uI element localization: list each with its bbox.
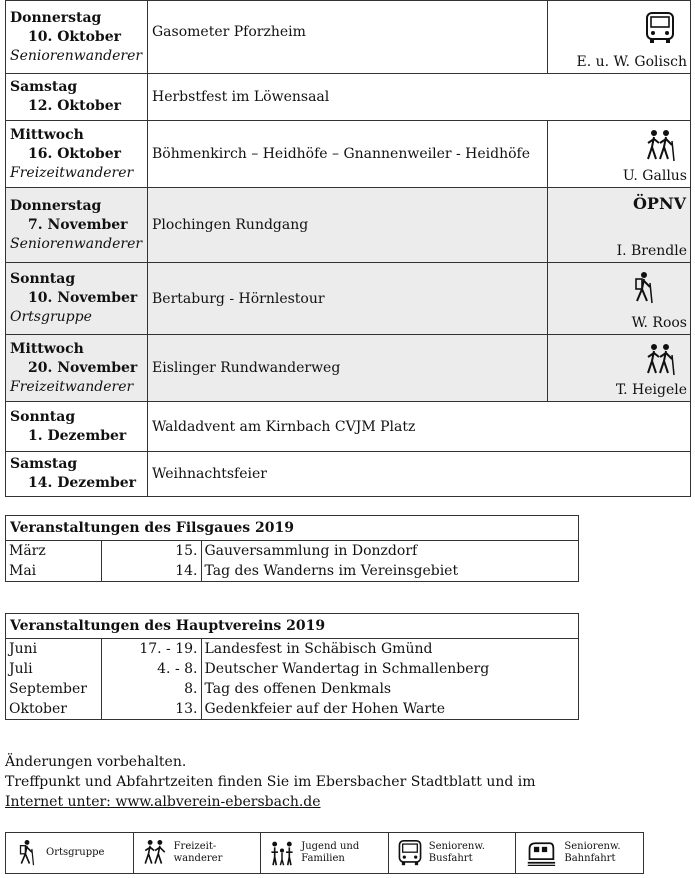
- day-cell: 8.: [101, 679, 201, 699]
- notes: [5, 752, 536, 812]
- filsgau-title: Veranstaltungen des Filsgaues 2019: [6, 516, 578, 541]
- month-cell: Mai: [6, 561, 101, 581]
- event-date: 1. Dezember: [28, 427, 127, 444]
- filsgau-events-box: [5, 515, 579, 582]
- event-row: [6, 335, 691, 402]
- month-cell: September: [6, 679, 101, 699]
- event-date: 10. November: [28, 290, 138, 306]
- legend-label-line: Freizeit-: [173, 841, 217, 852]
- event-day: Donnerstag: [10, 197, 102, 214]
- train-icon: [524, 838, 558, 868]
- event-title: Böhmenkirch – Heidhöfe – Gnannenweiler - Heidhöfe: [148, 121, 548, 188]
- event-date: 10. Oktober: [28, 28, 122, 45]
- event-row: [6, 1, 691, 74]
- hiker-icon: [14, 838, 40, 868]
- event-leader-cell: [548, 188, 691, 263]
- day-cell: 14.: [101, 561, 201, 581]
- hauptverein-title: Veranstaltungen des Hauptvereins 2019: [6, 614, 578, 639]
- event-title: Eislinger Rundwanderweg: [148, 335, 548, 402]
- month-cell: Oktober: [6, 699, 101, 719]
- event-date: 12. Oktober: [28, 98, 122, 114]
- event-group: Freizeitwanderer: [10, 378, 134, 395]
- bus-icon: [644, 11, 676, 45]
- website-link[interactable]: Internet unter: www.albverein-ebersbach.de: [5, 794, 321, 810]
- events-table: [5, 0, 691, 497]
- event-day: Sonntag: [10, 271, 76, 287]
- hauptverein-events-box: [5, 613, 579, 720]
- event-cell: Landesfest in Schäbisch Gmünd: [204, 641, 433, 657]
- hauptverein-table: [6, 639, 578, 719]
- bus-icon: [397, 838, 423, 868]
- event-row: [6, 188, 691, 263]
- table-row: [6, 541, 578, 561]
- event-date-cell: [6, 1, 148, 74]
- event-cell: Tag des Wanderns im Vereinsgebiet: [204, 563, 459, 579]
- table-row: [6, 561, 578, 581]
- day-cell: 4. - 8.: [101, 659, 201, 679]
- event-day: Donnerstag: [10, 9, 102, 26]
- month-cell: Juli: [6, 659, 101, 679]
- month-cell: März: [6, 541, 101, 561]
- event-date: 16. Oktober: [28, 145, 122, 162]
- event-title: Plochingen Rundgang: [148, 188, 548, 263]
- event-row: [6, 452, 691, 497]
- legend-item-bahnfahrt: [516, 833, 643, 873]
- event-leader-cell: [548, 263, 691, 335]
- event-row: [6, 74, 691, 121]
- legend-label: [564, 841, 620, 865]
- event-row: [6, 402, 691, 452]
- legend-label: [174, 841, 223, 865]
- legend-label-line: Seniorenw.: [564, 841, 621, 852]
- event-title: Weihnachtsfeier: [148, 452, 691, 497]
- two-hikers-icon: [644, 129, 676, 163]
- event-date: 20. November: [28, 359, 138, 376]
- filsgau-table: [6, 541, 578, 581]
- event-day: Mittwoch: [10, 340, 84, 357]
- event-row: [6, 121, 691, 188]
- legend-label: [429, 841, 485, 865]
- legend-label-line: Bahnfahrt: [564, 853, 616, 864]
- family-icon: [269, 838, 295, 868]
- event-group: Ortsgruppe: [10, 309, 92, 325]
- table-row: [6, 659, 578, 679]
- event-group: Freizeitwanderer: [10, 164, 134, 181]
- event-title: Gasometer Pforzheim: [148, 1, 548, 74]
- event-date: 7. November: [28, 216, 128, 233]
- event-leader: E. u. W. Golisch: [576, 54, 687, 70]
- event-cell: Deutscher Wandertag in Schmallenberg: [204, 661, 490, 677]
- event-cell: Tag des offenen Denkmals: [204, 681, 392, 697]
- event-leader-cell: [548, 121, 691, 188]
- notes-line: Änderungen vorbehalten.: [5, 754, 187, 770]
- event-date-cell: [6, 74, 148, 121]
- event-cell: Gedenkfeier auf der Hohen Warte: [204, 701, 446, 717]
- event-leader-cell: [548, 335, 691, 402]
- event-day: Samstag: [10, 456, 78, 472]
- legend-label-line: Ortsgruppe: [46, 847, 105, 858]
- event-day: Mittwoch: [10, 126, 84, 143]
- event-day: Samstag: [10, 79, 78, 95]
- event-day: Sonntag: [10, 408, 76, 425]
- event-leader: U. Gallus: [622, 168, 687, 184]
- notes-line: Treffpunkt und Abfahrtzeiten finden Sie im Ebersbacher Stadtblatt und im: [5, 774, 536, 790]
- event-leader: W. Roos: [631, 315, 687, 331]
- event-leader: I. Brendle: [616, 243, 687, 259]
- event-row: [6, 263, 691, 335]
- legend-label-line: Familien: [301, 853, 345, 864]
- legend-item-freizeitwanderer: [134, 833, 262, 873]
- legend-label: [301, 841, 359, 865]
- legend-label-line: wanderer: [173, 853, 223, 864]
- event-title: Waldadvent am Kirnbach CVJM Platz: [148, 402, 691, 452]
- event-leader-cell: [548, 1, 691, 74]
- table-row: [6, 639, 578, 659]
- day-cell: 17. - 19.: [101, 639, 201, 659]
- icon-legend: [5, 832, 644, 874]
- event-date-cell: [6, 402, 148, 452]
- day-cell: 13.: [101, 699, 201, 719]
- day-cell: 15.: [101, 541, 201, 561]
- legend-item-busfahrt: [389, 833, 517, 873]
- event-date-cell: [6, 452, 148, 497]
- event-group: Seniorenwanderer: [10, 235, 143, 252]
- legend-label-line: Seniorenw.: [428, 841, 485, 852]
- event-date-cell: [6, 335, 148, 402]
- event-title: Herbstfest im Löwensaal: [148, 74, 691, 121]
- event-date-cell: [6, 263, 148, 335]
- legend-label-line: Busfahrt: [428, 853, 473, 864]
- legend-label-line: Jugend und: [301, 841, 360, 852]
- event-leader: T. Heigele: [615, 382, 687, 398]
- event-date-cell: [6, 121, 148, 188]
- legend-item-jugend-familien: [261, 833, 389, 873]
- legend-label: [46, 847, 104, 859]
- hiker-icon: [628, 271, 660, 305]
- legend-item-ortsgruppe: [6, 833, 134, 873]
- event-title: Bertaburg - Hörnlestour: [148, 263, 548, 335]
- event-cell: Gauversammlung in Donzdorf: [204, 543, 418, 559]
- event-date-cell: [6, 188, 148, 263]
- two-hikers-icon: [644, 343, 676, 377]
- month-cell: Juni: [6, 639, 101, 659]
- table-row: [6, 699, 578, 719]
- two-hikers-icon: [142, 838, 168, 868]
- transport-badge: ÖPNV: [632, 194, 686, 213]
- table-row: [6, 679, 578, 699]
- event-date: 14. Dezember: [28, 475, 137, 491]
- event-group: Seniorenwanderer: [10, 47, 143, 64]
